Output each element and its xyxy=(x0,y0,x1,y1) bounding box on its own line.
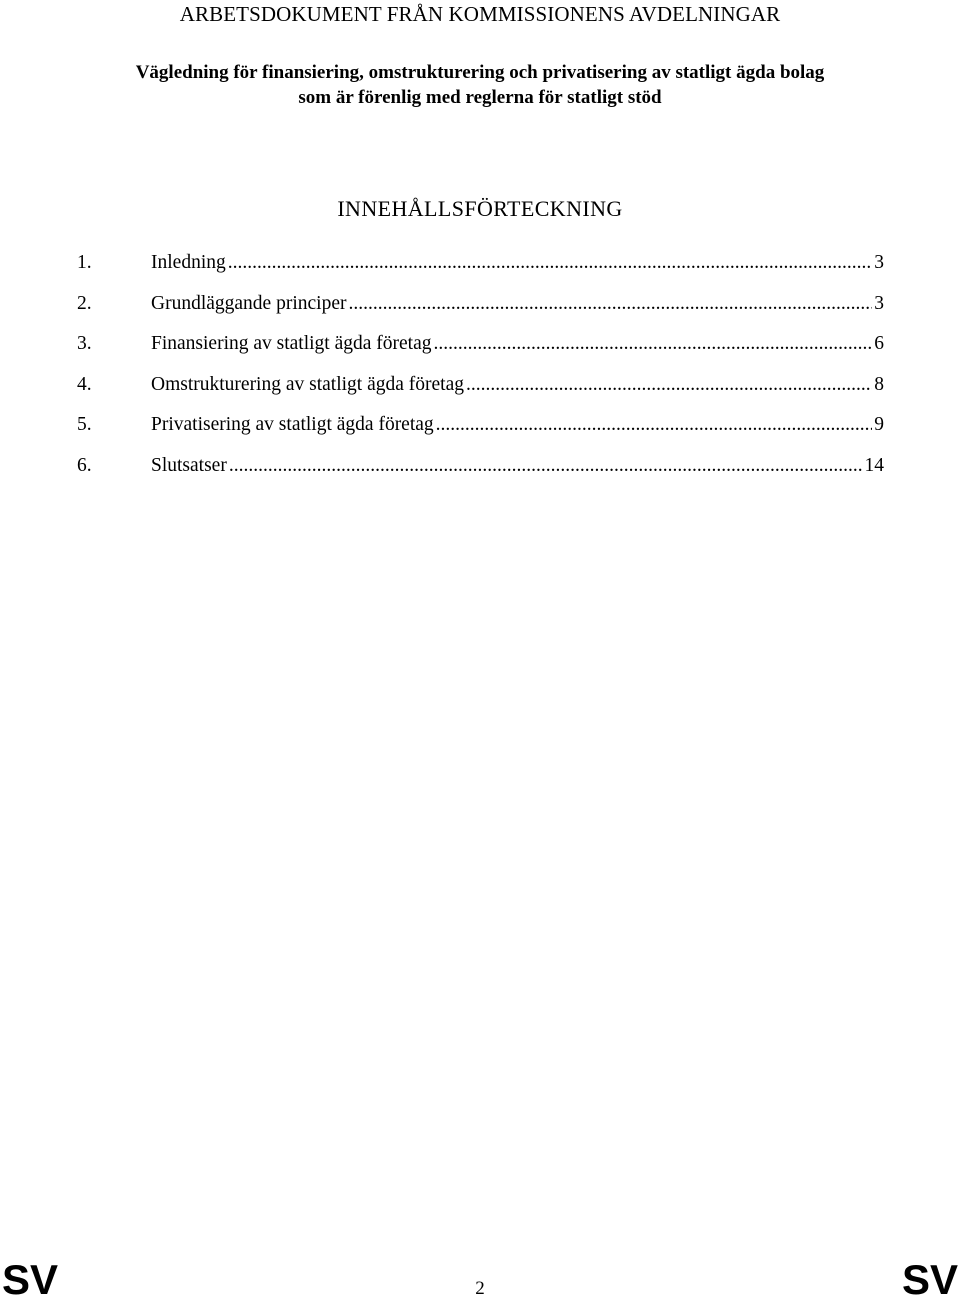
table-of-contents xyxy=(77,251,884,495)
footer-language-code-left: SV xyxy=(2,1256,59,1303)
toc-dot-leader xyxy=(466,373,872,397)
toc-entry-page: 3 xyxy=(874,292,884,314)
toc-entry-page: 14 xyxy=(864,454,884,476)
page-number: 2 xyxy=(475,1278,485,1299)
toc-entry-label: Slutsatser xyxy=(151,454,227,476)
toc-entry-number: 2. xyxy=(77,292,92,314)
toc-entry-inledning[interactable] xyxy=(77,251,884,292)
toc-dot-leader xyxy=(229,454,863,478)
toc-dot-leader xyxy=(436,413,873,437)
toc-entry-label: Privatisering av statligt ägda företag xyxy=(151,414,434,436)
footer-language-code-right: SV xyxy=(901,1256,958,1303)
toc-dot-leader xyxy=(348,292,872,316)
toc-entry-page: 3 xyxy=(874,252,884,273)
subtitle-line-1: Vägledning för finansiering, omstrukturering och privatisering av statligt ägda bolag xyxy=(135,62,825,83)
toc-entry-page: 6 xyxy=(874,333,884,355)
toc-entry-number: 3. xyxy=(77,333,92,355)
toc-entry-label: Grundläggande principer xyxy=(151,292,347,314)
document-subtitle xyxy=(0,60,960,110)
document-header-title: ARBETSDOKUMENT FRÅN KOMMISSIONENS AVDELNINGAR xyxy=(179,2,781,26)
subtitle-line-2: som är förenlig med reglerna för statligt stöd xyxy=(298,87,662,108)
toc-entry-privatisering[interactable] xyxy=(77,413,884,454)
toc-dot-leader xyxy=(228,251,873,275)
toc-entry-label: Inledning xyxy=(151,252,226,273)
toc-entry-page: 9 xyxy=(874,414,884,436)
toc-entry-number: 6. xyxy=(77,454,92,476)
toc-entry-label: Finansiering av statligt ägda företag xyxy=(151,333,432,355)
toc-entry-number: 1. xyxy=(77,252,92,273)
toc-dot-leader xyxy=(434,332,873,356)
toc-entry-finansiering[interactable] xyxy=(77,332,884,373)
toc-entry-number: 5. xyxy=(77,414,92,436)
toc-heading: INNEHÅLLSFÖRTECKNING xyxy=(337,196,623,221)
toc-entry-slutsatser[interactable] xyxy=(77,454,884,495)
toc-entry-label: Omstrukturering av statligt ägda företag xyxy=(151,373,464,395)
toc-entry-number: 4. xyxy=(77,373,92,395)
toc-entry-page: 8 xyxy=(874,373,884,395)
toc-entry-grundlaggande-principer[interactable] xyxy=(77,292,884,333)
toc-entry-omstrukturering[interactable] xyxy=(77,373,884,414)
